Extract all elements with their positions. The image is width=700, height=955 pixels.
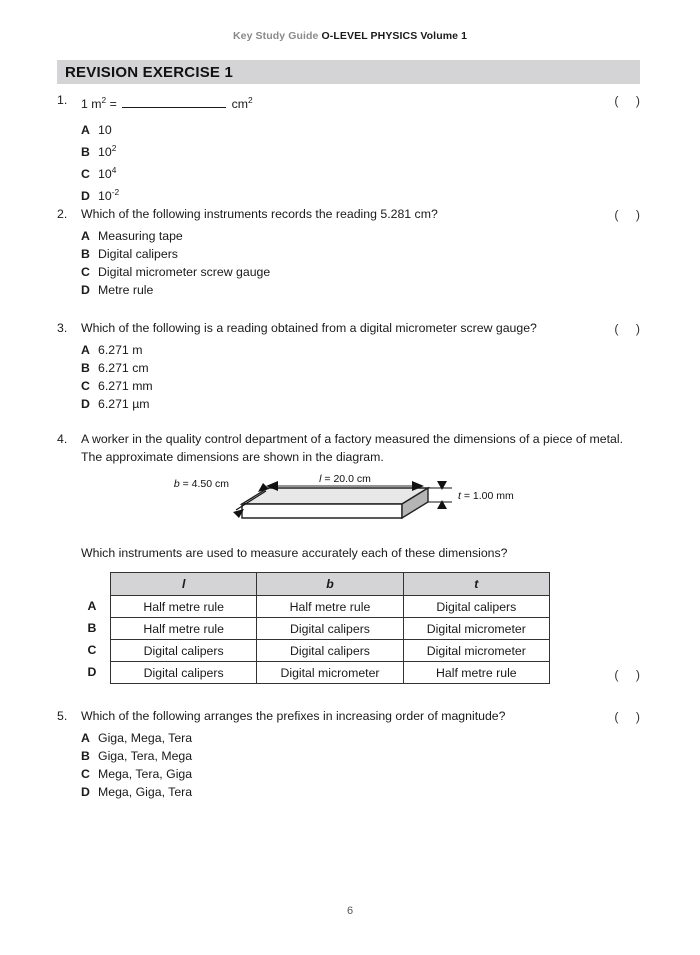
question-2-answer-box[interactable]: ( ) xyxy=(614,208,647,222)
table-header-t: t xyxy=(403,573,549,596)
page-number: 6 xyxy=(346,905,354,917)
option-text: Measuring tape xyxy=(98,228,183,243)
question-2-number: 2. xyxy=(57,207,68,221)
option-text: 6.271 m xyxy=(98,342,143,357)
thickness-arrow-head-down xyxy=(437,481,447,490)
option-base: 10 xyxy=(98,144,112,159)
question-2 xyxy=(57,206,647,299)
option-text: Mega, Giga, Tera xyxy=(98,784,193,799)
slab-top-face xyxy=(242,488,428,504)
question-5-option-c[interactable] xyxy=(81,765,647,783)
option-letter: C xyxy=(81,264,90,279)
q1-stem-equals: = xyxy=(106,97,121,112)
option-text xyxy=(98,139,116,161)
table-header-b: b xyxy=(257,573,403,596)
question-1-option-b[interactable] xyxy=(81,139,647,161)
thickness-label: t = 1.00 mm xyxy=(458,490,514,502)
option-letter: C xyxy=(81,766,90,781)
question-1 xyxy=(57,92,647,205)
option-text: Digital micrometer screw gauge xyxy=(98,264,271,279)
metal-slab-diagram xyxy=(173,473,530,536)
option-letter: A xyxy=(81,730,90,745)
question-1-stem xyxy=(81,92,253,114)
table-cell: Digital calipers xyxy=(111,640,257,662)
q1-stem-m: 1 m xyxy=(81,97,102,112)
question-5-option-a[interactable] xyxy=(81,729,647,747)
thickness-arrow-head-up xyxy=(437,500,447,509)
question-5-answer-box[interactable]: ( ) xyxy=(614,710,647,724)
option-text: Giga, Tera, Mega xyxy=(98,748,193,763)
question-3-option-c[interactable] xyxy=(81,377,647,395)
table-cell: Half metre rule xyxy=(403,662,549,684)
question-1-option-c[interactable] xyxy=(81,161,647,183)
option-letter: C xyxy=(81,166,90,181)
table-cell: Half metre rule xyxy=(111,618,257,640)
table-row-labels xyxy=(82,595,102,683)
question-2-option-c[interactable] xyxy=(81,263,647,281)
option-text xyxy=(98,117,112,139)
option-letter: D xyxy=(81,282,90,297)
option-text: Digital calipers xyxy=(98,246,178,261)
option-text xyxy=(98,161,116,183)
breadth-label: b = 4.50 cm xyxy=(173,478,229,490)
question-3-option-b[interactable] xyxy=(81,359,647,377)
question-3-stem: Which of the following is a reading obtained from a digital micrometer screw gauge? xyxy=(81,321,537,335)
q1-stem-sup1: 2 xyxy=(101,95,107,105)
q1-stem-cm: cm xyxy=(228,97,248,112)
option-text: 6.271 µm xyxy=(98,396,150,411)
option-letter: D xyxy=(81,188,90,203)
question-5-number: 5. xyxy=(57,709,68,723)
table-header-row xyxy=(111,573,550,596)
option-exponent: 4 xyxy=(111,164,117,175)
option-base: 10 xyxy=(98,188,112,203)
table-row[interactable] xyxy=(111,640,550,662)
slab-svg xyxy=(173,473,530,536)
table-cell: Half metre rule xyxy=(257,596,403,618)
table-row[interactable] xyxy=(111,662,550,684)
question-1-option-a[interactable] xyxy=(81,117,647,139)
option-letter: D xyxy=(81,396,90,411)
table-row-label-d: D xyxy=(87,665,97,679)
table-row-label-a: A xyxy=(87,599,97,613)
option-letter: B xyxy=(81,360,90,375)
option-text: 6.271 mm xyxy=(98,378,153,393)
table-cell: Half metre rule xyxy=(111,596,257,618)
option-letter: A xyxy=(81,228,90,243)
question-3-number: 3. xyxy=(57,321,68,335)
question-2-stem: Which of the following instruments records the reading 5.281 cm? xyxy=(81,207,438,221)
answer-blank-line[interactable] xyxy=(122,96,226,108)
question-4-answer-box[interactable]: ( ) xyxy=(614,668,647,682)
question-4-number: 4. xyxy=(57,432,68,446)
table-row-label-c: C xyxy=(87,643,97,657)
running-head-prefix: Key Study Guide xyxy=(232,30,322,42)
question-4-stem: A worker in the quality control department of a factory measured the dimensions of a piece of metal. The approximate dimensions are shown in the diagram. xyxy=(81,432,624,464)
table-cell: Digital calipers xyxy=(403,596,549,618)
question-1-number: 1. xyxy=(57,93,68,107)
question-4 xyxy=(57,431,647,466)
option-text xyxy=(98,183,119,205)
option-text: Metre rule xyxy=(98,282,154,297)
table-row[interactable] xyxy=(111,596,550,618)
length-label: l = 20.0 cm xyxy=(319,473,371,485)
option-base: 10 xyxy=(98,122,112,137)
section-banner xyxy=(57,60,640,84)
option-text: 6.271 cm xyxy=(98,360,149,375)
question-3 xyxy=(57,320,647,413)
running-head-title: O-LEVEL PHYSICS Volume 1 xyxy=(321,30,468,42)
table-header-l: l xyxy=(111,573,257,596)
running-head xyxy=(0,30,700,42)
question-2-option-b[interactable] xyxy=(81,245,647,263)
table-cell: Digital micrometer xyxy=(257,662,403,684)
table-cell: Digital calipers xyxy=(257,640,403,662)
table-cell: Digital calipers xyxy=(111,662,257,684)
question-3-option-a[interactable] xyxy=(81,341,647,359)
table-cell: Digital micrometer xyxy=(403,618,549,640)
question-5-stem: Which of the following arranges the prefixes in increasing order of magnitude? xyxy=(81,709,506,723)
question-1-answer-box[interactable]: ( ) xyxy=(614,94,647,108)
question-4-subquestion xyxy=(81,545,647,563)
option-text: Giga, Mega, Tera xyxy=(98,730,193,745)
option-letter: B xyxy=(81,144,90,159)
instruments-table xyxy=(110,572,550,684)
question-4-subquestion-text: Which instruments are used to measure accurately each of these dimensions? xyxy=(81,546,508,560)
table-row-label-b: B xyxy=(87,621,97,635)
question-5 xyxy=(57,708,647,801)
option-letter: B xyxy=(81,748,90,763)
table-cell: Digital micrometer xyxy=(403,640,549,662)
q1-stem-sup2: 2 xyxy=(247,95,253,105)
instruments-table-wrapper xyxy=(110,572,550,684)
option-base: 10 xyxy=(98,166,112,181)
option-letter: B xyxy=(81,246,90,261)
option-letter: A xyxy=(81,342,90,357)
question-5-option-b[interactable] xyxy=(81,747,647,765)
option-letter: C xyxy=(81,378,90,393)
slab-front-face xyxy=(242,504,402,518)
option-exponent: -2 xyxy=(111,186,120,197)
question-3-answer-box[interactable]: ( ) xyxy=(614,322,647,336)
option-letter: A xyxy=(81,122,90,137)
question-2-option-a[interactable] xyxy=(81,227,647,245)
option-exponent: 2 xyxy=(111,142,117,153)
option-text: Mega, Tera, Giga xyxy=(98,766,193,781)
option-letter: D xyxy=(81,784,90,799)
table-cell: Digital calipers xyxy=(257,618,403,640)
table-row[interactable] xyxy=(111,618,550,640)
section-banner-label: REVISION EXERCISE 1 xyxy=(65,64,234,81)
